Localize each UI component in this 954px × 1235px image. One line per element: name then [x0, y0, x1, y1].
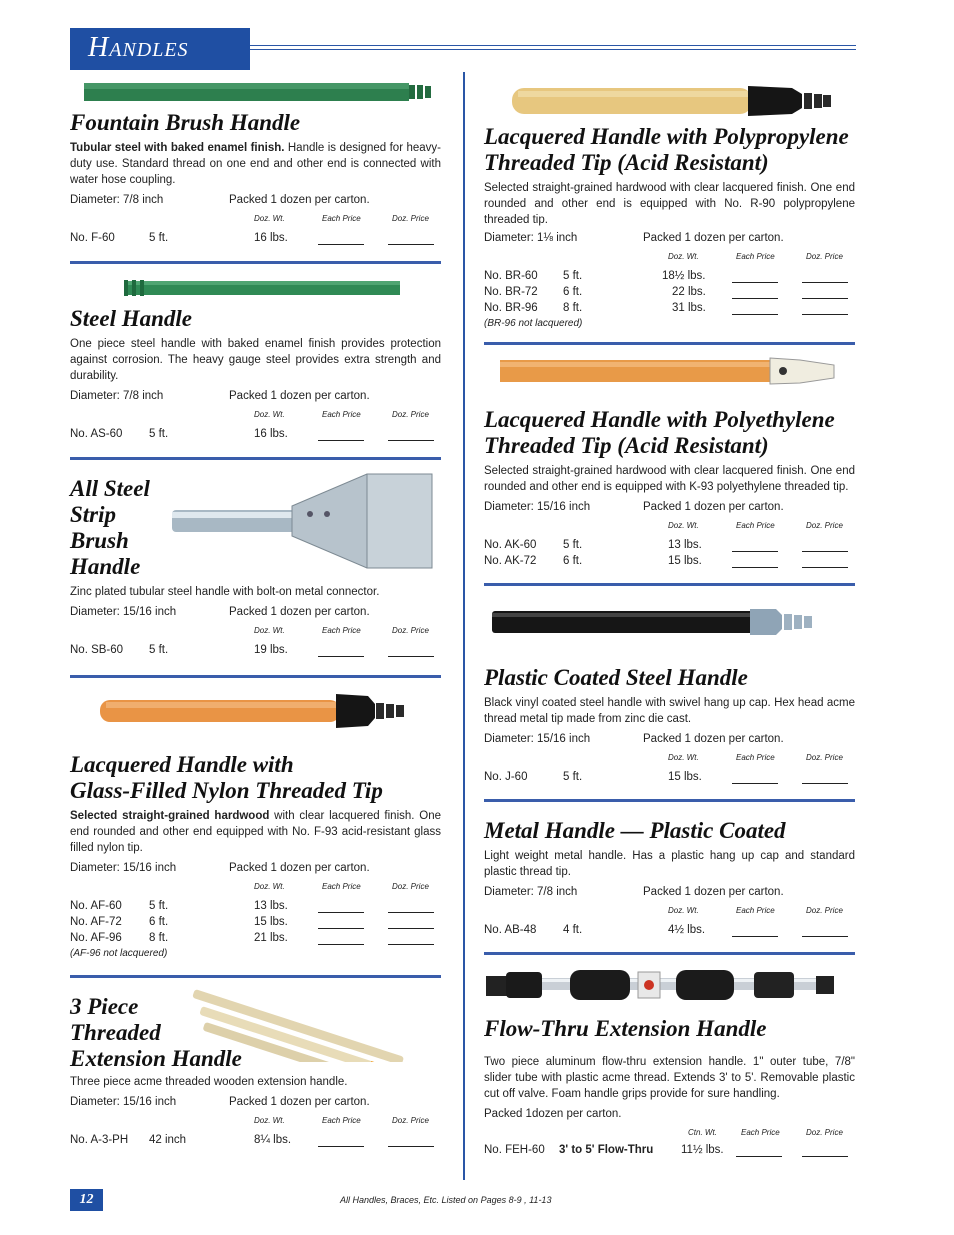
steel-handle-image — [124, 278, 404, 298]
packing: Packed 1 dozen per carton. — [643, 232, 784, 244]
product-title: Strip — [70, 502, 117, 527]
plastic-coated-steel-handle-section: Plastic Coated Steel Handle Black vinyl coated steel handle with swivel hang up cap. Hex head acme thread metal tip made from zinc die cast. Diameter: 15/16 inch Packed 1 dozen per carton. Doz. Wt. Each Price Doz. Price No. J-60 5 ft. 15 lbs. — [484, 665, 855, 787]
product-title: Plastic Coated Steel Handle — [484, 665, 748, 690]
product-description: Selected straight-grained hardwood with clear lacquered finish. One end rounded and other end is equipped with No. R-90 polypropylene threaded tip. — [484, 182, 855, 226]
table-row: No. AB-48 4 ft. 4½ lbs. — [484, 924, 855, 940]
diameter: Diameter: 7/8 inch — [70, 390, 164, 402]
fountain-handle-image — [84, 80, 436, 106]
product-title: Glass-Filled Nylon Threaded Tip — [70, 778, 383, 803]
product-title: Lacquered Handle with — [70, 752, 294, 777]
table-row: No. F-60 5 ft. 16 lbs. — [70, 232, 441, 248]
product-title: Threaded Tip (Acid Resistant) — [484, 150, 769, 175]
table-row: No. BR-60 5 ft. 18½ lbs. — [484, 270, 855, 286]
price-blank — [732, 771, 778, 784]
price-blank — [318, 428, 364, 441]
packing: Packed 1 dozen per carton. — [643, 886, 784, 898]
table-row: No. AK-72 6 ft. 15 lbs. — [484, 555, 855, 571]
diameter: Diameter: 15/16 inch — [484, 733, 591, 745]
product-title: Extension Handle — [70, 1046, 242, 1071]
header-rule — [250, 49, 856, 50]
product-title: Threaded Tip (Acid Resistant) — [484, 433, 769, 458]
polyethylene-tip-handle-image — [500, 356, 836, 386]
diameter: Diameter: 7/8 inch — [70, 194, 164, 206]
table-row: No. AF-96 8 ft. 21 lbs. — [70, 932, 441, 948]
section-divider — [484, 799, 855, 802]
packing: Packed 1 dozen per carton. — [643, 733, 784, 745]
page-number-badge — [70, 1189, 103, 1211]
packing: Packed 1 dozen per carton. — [229, 390, 370, 402]
page-number: 12 — [79, 1192, 94, 1207]
price-blank — [318, 644, 364, 657]
product-description: One piece steel handle with baked enamel finish provides protection against corrosion. The heavy gauge steel provides extra strength and durability. — [70, 338, 441, 382]
polyethylene-tip-handle-section: Lacquered Handle with Polyethylene Threaded Tip (Acid Resistant) Selected straight-grained hardwood with clear lacquered finish. One end rounded and other end is equipped with K-93 polyethylene threaded tip. Diameter: 15/16 inch Packed 1 dozen per carton. Doz. Wt. Each Price Doz. Price No. AK-60 5 ft. 13 lbs. No. AK-72 6 ft. 15 lbs. — [484, 407, 855, 571]
fountain-brush-handle-section — [70, 110, 441, 248]
product-title: Brush — [70, 528, 129, 553]
product-description: Black vinyl coated steel handle with swivel hang up cap. Hex head acme thread metal tip made from zinc die cast. — [484, 697, 855, 725]
price-blank — [736, 1144, 782, 1157]
table-row: No. A-3-PH 42 inch 8¼ lbs. — [70, 1134, 441, 1150]
footer-note: All Handles, Braces, Etc. Listed on Pages 8-9 , 11-13 — [340, 1195, 552, 1205]
table-row: No. AF-60 5 ft. 13 lbs. — [70, 900, 441, 916]
price-blank — [388, 232, 434, 245]
price-blank — [318, 900, 364, 913]
product-description: Light weight metal handle. Has a plastic hang up cap and standard plastic thread tip. — [484, 850, 855, 878]
product-description: Selected straight-grained hardwood with clear lacquered finish. One end rounded and other end equipped with No. F-93 acid-resistant glass filled nylon tip. — [70, 810, 442, 854]
price-blank — [802, 555, 848, 568]
price-blank — [732, 539, 778, 552]
price-blank — [318, 932, 364, 945]
steel-handle-section: Steel Handle One piece steel handle with baked enamel finish provides protection against corrosion. The heavy gauge steel provides extra strength and durability. Diameter: 7/8 inch Packed 1 dozen per carton. Doz. Wt. Each Price Doz. Price No. AS-60 5 ft. 16 lbs. — [70, 306, 441, 444]
price-blank — [388, 916, 434, 929]
product-title: Metal Handle — Plastic Coated — [484, 818, 786, 843]
product-title: Flow-Thru Extension Handle — [484, 1016, 767, 1041]
price-blank — [802, 302, 848, 315]
price-blank — [388, 428, 434, 441]
nylon-tip-handle-section: Lacquered Handle with Glass-Filled Nylon Threaded Tip Selected straight-grained hardwood with clear lacquered finish. One end rounded and other end equipped with No. F-93 acid-resistant glass filled nylon tip. Diameter: 15/16 inch Packed 1 dozen per carton. Doz. Wt. Each Price Doz. Price No. AF-60 5 ft. 13 lbs. No. AF-72 6 ft. 15 lbs. No. AF-96 8 ft. 21 lbs. (AF-96 not lacquered) — [70, 752, 441, 964]
product-description: Selected straight-grained hardwood with clear lacquered finish. One end rounded and other end is equipped with K-93 polyethylene threaded tip. — [484, 465, 855, 493]
table-row: No. AF-72 6 ft. 15 lbs. — [70, 916, 441, 932]
table-row: No. BR-96 8 ft. 31 lbs. — [484, 302, 855, 318]
section-divider — [484, 952, 855, 955]
packing: Packed 1 dozen per carton. — [229, 1096, 370, 1108]
product-description: Zinc plated tubular steel handle with bolt-on metal connector. — [70, 586, 380, 598]
price-blank — [388, 900, 434, 913]
product-description: Tubular steel with baked enamel finish. Handle is designed for heavy-duty use. Standard thread on one end and other end is connected with water hose coupling. — [70, 142, 441, 186]
packing: Packed 1 dozen per carton. — [229, 606, 370, 618]
section-divider — [484, 583, 855, 586]
packing: Packed 1dozen per carton. — [484, 1108, 622, 1120]
strip-brush-handle-section: All Steel Strip Brush Handle Zinc plated tubular steel handle with bolt-on metal connector. Diameter: 15/16 inch Packed 1 dozen per carton. Doz. Wt. Each Price Doz. Price No. SB-60 5 ft. 19 lbs. — [70, 476, 441, 660]
product-title: Handle — [70, 554, 141, 579]
product-description: Two piece aluminum flow-thru extension handle. 1" outer tube, 7/8" slider tube with plastic acme thread. Extends 3' to 5'. Removable plastic cut off valve. Foam handle grips provide for sure handling. — [484, 1056, 855, 1100]
section-divider — [70, 261, 441, 264]
price-blank — [732, 286, 778, 299]
col-doz: Doz. Price — [392, 214, 429, 223]
diameter: Diameter: 15/16 inch — [70, 862, 177, 874]
col-wt: Doz. Wt. — [254, 214, 285, 223]
price-blank — [388, 932, 434, 945]
product-description: Three piece acme threaded wooden extension handle. — [70, 1076, 348, 1088]
product-title: Fountain Brush Handle — [70, 110, 301, 135]
header-rule — [250, 45, 856, 46]
table-row: No. SB-60 5 ft. 19 lbs. — [70, 644, 441, 660]
column-divider — [463, 72, 465, 1180]
packing: Packed 1 dozen per carton. — [229, 194, 370, 206]
product-title: Lacquered Handle with Polyethylene — [484, 407, 835, 432]
table-row: No. AK-60 5 ft. 13 lbs. — [484, 539, 855, 555]
price-blank — [802, 286, 848, 299]
col-each: Each Price — [322, 214, 361, 223]
nylon-tip-handle-image — [100, 690, 415, 730]
price-blank — [802, 539, 848, 552]
price-blank — [318, 1134, 364, 1147]
price-blank — [802, 771, 848, 784]
section-divider — [70, 675, 441, 678]
price-blank — [732, 270, 778, 283]
section-divider — [70, 457, 441, 460]
polypropylene-tip-handle-section: Lacquered Handle with Polypropylene Threaded Tip (Acid Resistant) Selected straight-grained hardwood with clear lacquered finish. One end rounded and other end is equipped with No. R-90 polypropylene threaded tip. Diameter: 1⅛ inch Packed 1 dozen per carton. Doz. Wt. Each Price Doz. Price No. BR-60 5 ft. 18½ lbs. No. BR-72 6 ft. 22 lbs. No. BR-96 8 ft. 31 lbs. (BR-96 not lacquered) — [484, 124, 855, 334]
price-blank — [732, 555, 778, 568]
three-piece-handle-section: 3 Piece Threaded Extension Handle Three piece acme threaded wooden extension handle. Diameter: 15/16 inch Packed 1 dozen per carton. Doz. Wt. Each Price Doz. Price No. A-3-PH 42 inch 8¼ lbs. — [70, 994, 441, 1150]
packing: Packed 1 dozen per carton. — [643, 501, 784, 513]
table-row: No. FEH-60 3' to 5' Flow-Thru 11½ lbs. — [484, 1144, 855, 1160]
price-blank — [802, 270, 848, 283]
price-blank — [318, 232, 364, 245]
price-blank — [388, 1134, 434, 1147]
price-blank — [318, 916, 364, 929]
price-blank — [802, 1144, 848, 1157]
packing: Packed 1 dozen per carton. — [229, 862, 370, 874]
section-divider — [484, 342, 855, 345]
section-title: Handles — [88, 32, 189, 63]
product-title: Lacquered Handle with Polypropylene — [484, 124, 849, 149]
price-blank — [388, 644, 434, 657]
diameter: Diameter: 1⅛ inch — [484, 232, 578, 244]
product-title: Threaded — [70, 1020, 161, 1045]
flow-thru-handle-section: Flow-Thru Extension Handle Two piece aluminum flow-thru extension handle. 1" outer tube, 7/8" slider tube with plastic acme thread. Extends 3' to 5'. Removable plastic cut off valve. Foam handle grips provide for sure handling. Packed 1dozen per carton. Ctn. Wt. Each Price Doz. Price No. FEH-60 3' to 5' Flow-Thru 11½ lbs. — [484, 1016, 855, 1160]
table-row: No. J-60 5 ft. 15 lbs. — [484, 771, 855, 787]
price-blank — [802, 924, 848, 937]
polypropylene-tip-handle-image — [512, 84, 832, 118]
diameter: Diameter: 7/8 inch — [484, 886, 578, 898]
product-note: (BR-96 not lacquered) — [484, 318, 583, 329]
product-title: 3 Piece — [70, 994, 139, 1019]
section-header — [70, 28, 250, 70]
product-title: All Steel — [70, 476, 150, 501]
table-row: No. BR-72 6 ft. 22 lbs. — [484, 286, 855, 302]
metal-handle-section: Metal Handle — Plastic Coated Light weight metal handle. Has a plastic hang up cap and standard plastic thread tip. Diameter: 7/8 inch Packed 1 dozen per carton. Doz. Wt. Each Price Doz. Price No. AB-48 4 ft. 4½ lbs. — [484, 818, 855, 940]
price-blank — [732, 302, 778, 315]
product-title: Steel Handle — [70, 306, 193, 331]
table-row: No. AS-60 5 ft. 16 lbs. — [70, 428, 441, 444]
price-blank — [732, 924, 778, 937]
diameter: Diameter: 15/16 inch — [484, 501, 591, 513]
section-divider — [70, 975, 441, 978]
product-note: (AF-96 not lacquered) — [70, 948, 168, 959]
flow-thru-handle-image — [486, 964, 838, 1006]
diameter: Diameter: 15/16 inch — [70, 1096, 177, 1108]
diameter: Diameter: 15/16 inch — [70, 606, 177, 618]
plastic-coated-steel-handle-image — [492, 605, 822, 639]
